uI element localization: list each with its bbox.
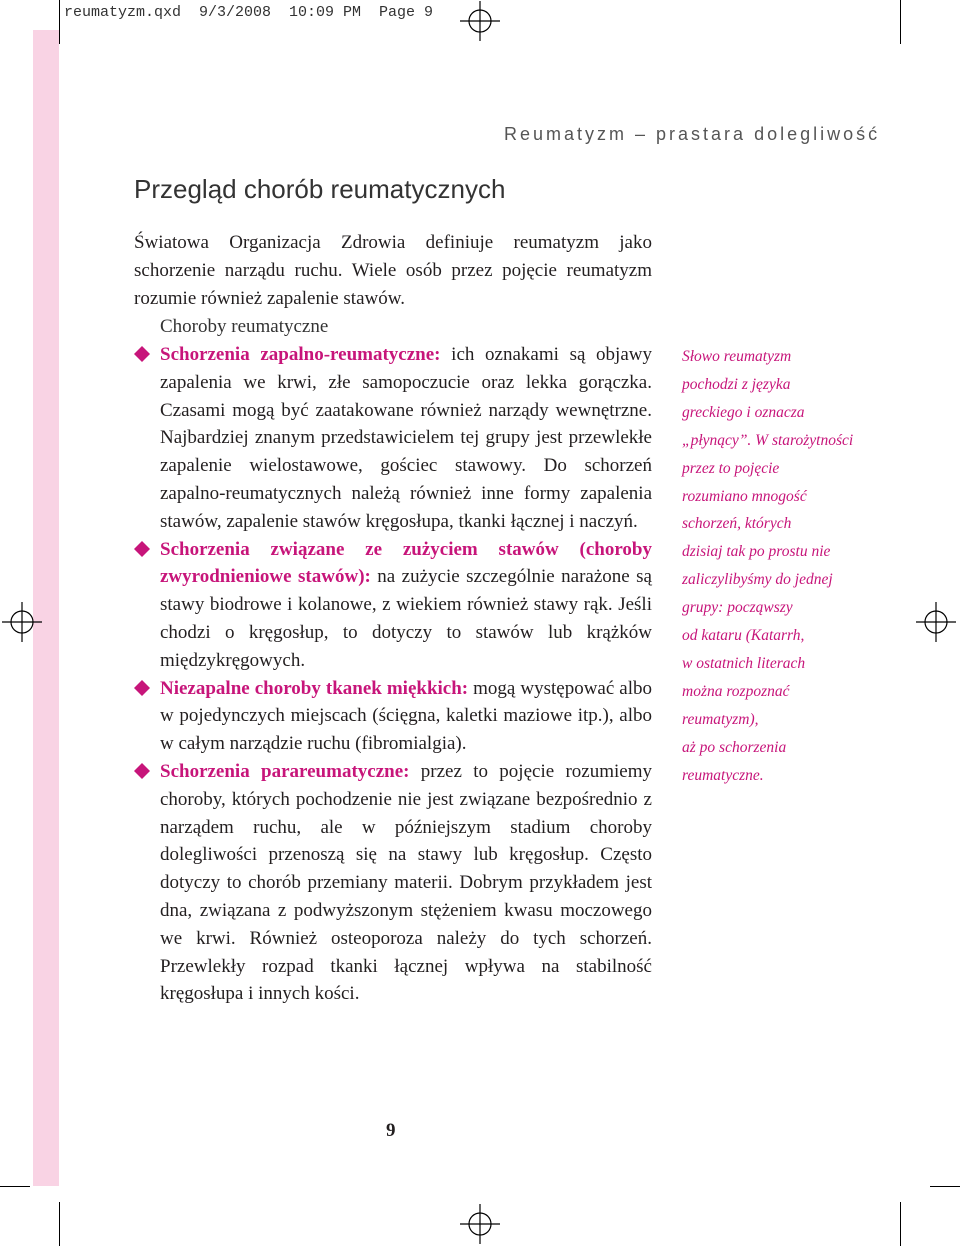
crop-mark xyxy=(930,1186,960,1187)
diamond-bullet-icon xyxy=(134,763,150,779)
section-title: Przegląd chorób reumatycznych xyxy=(134,174,506,204)
diamond-bullet-icon xyxy=(134,680,150,696)
registration-mark-icon xyxy=(460,1204,500,1244)
crop-mark xyxy=(900,0,901,44)
crop-mark xyxy=(0,1186,30,1187)
list-item xyxy=(160,341,652,536)
item-term: Niezapalne choroby tkanek miękkich: xyxy=(160,677,469,699)
diamond-bullet-icon xyxy=(134,346,150,362)
item-text: ich oznakami są objawy zapalenia we krwi, złe samopoczucie oraz lekka gorączka. Czasami mogą być zaatakowane również narządy wewnętrzne. Najbardziej znanym przedstawicielem tej grupy jest przewlekłe zapalenie wielostawowe, gościec stawowy. Do schorzeń zapalno-reumatycznych należą również inne formy zapalenia stawów, zapalenie stawów kręgosłupa, tkanki łącznej i naczyń. xyxy=(160,344,652,532)
item-text: przez to pojęcie rozumiemy choroby, których pochodzenie nie jest związane bezpośrednio z narządem ruchu, ale w późniejszym stadium choroby dolegliwości przenoszą się na stawy lub kręgosłup. Często dotyczy to chorób przemiany materii. Dobrym przykładem jest dna, związana z podwyższonym stężeniem kwasu moczowego we krwi. Również osteoporoza należy do tych schorzeń. Przewlekły rozpad tkanki łącznej wpływa na stabilność kręgosłupa i innych kości. xyxy=(160,760,652,1005)
disease-list xyxy=(160,341,652,1008)
crop-mark xyxy=(59,0,60,44)
list-item xyxy=(160,536,652,675)
print-slug: reumatyzm.qxd 9/3/2008 10:09 PM Page 9 xyxy=(64,4,434,21)
item-text: mogą występować albo w pojedynczych miejscach (ścięgna, kaletki maziowe itp.), albo w całym narządzie ruchu (fibromialgia). xyxy=(160,677,653,755)
page-number: 9 xyxy=(386,1120,396,1141)
registration-mark-icon xyxy=(460,1,500,41)
registration-mark-icon xyxy=(2,602,42,642)
registration-mark-icon xyxy=(916,602,956,642)
list-item xyxy=(160,758,652,1008)
subheading: Choroby reumatyczne xyxy=(160,316,329,337)
item-text: na zużycie szczególnie narażone są stawy biodrowe i kolanowe, z wiekiem również stawy rąk. Jeśli chodzi o kręgosłup, to dotyczy to stawów lub krążków międzykręgowych. xyxy=(160,566,652,671)
item-term: Schorzenia związane ze zużyciem stawów (choroby zwyrodnieniowe stawów): xyxy=(160,538,652,588)
crop-mark xyxy=(59,1202,60,1246)
sidebar-note: Słowo reumatyzm pochodzi z języka greckiego i oznacza „płynący”. W starożytności przez to pojęcie rozumiano mnogość schorzeń, których dzisiaj tak po prostu nie zaliczylibyśmy do jednej grupy: począwszy od kataru (Katarrh, w ostatnich literach można rozpoznać reumatyzm), aż po schorzenia reumatyczne. xyxy=(682,348,854,784)
list-item xyxy=(160,675,652,758)
crop-mark xyxy=(900,1202,901,1246)
item-term: Schorzenia zapalno-reumatyczne: xyxy=(160,344,441,365)
running-head: Reumatyzm – prastara dolegliwość xyxy=(504,124,881,144)
item-term: Schorzenia parareumatyczne: xyxy=(160,760,410,782)
intro-paragraph: Światowa Organizacja Zdrowia definiuje reumatyzm jako schorzenie narządu ruchu. Wiele osób przez pojęcie reumatyzm rozumie również zapalenie stawów. xyxy=(134,232,652,309)
diamond-bullet-icon xyxy=(134,541,150,557)
